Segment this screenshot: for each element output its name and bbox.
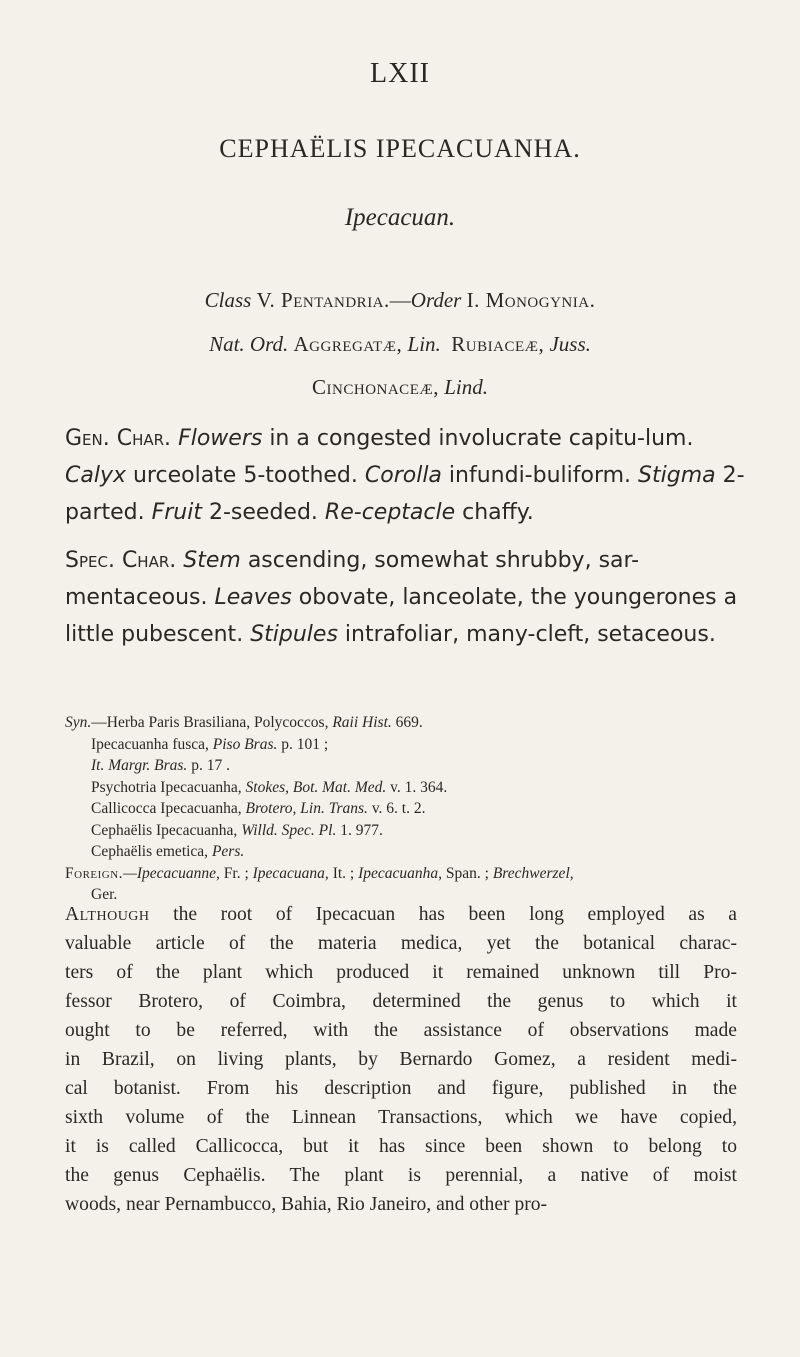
generic-character xyxy=(65,420,745,531)
nat-order-3: Cinchonaceæ, xyxy=(312,375,439,399)
body-line xyxy=(65,1103,737,1132)
body-line xyxy=(65,958,737,987)
gen-char-label: Gen. Char. xyxy=(65,426,172,451)
foreign-word: —Ipecacuanne, xyxy=(123,864,220,882)
body-line-text: woods, near Pernambucco, Bahia, Rio Janeiro, and other pro- xyxy=(65,1194,548,1215)
body-line-text: ters of the plant which produced it remained unknown till Pro- xyxy=(65,962,737,983)
body-line-text: ought to be referred, with the assistance of observations made xyxy=(65,1020,737,1041)
synonym-row xyxy=(65,734,745,756)
nat-order-2: Rubiaceæ, xyxy=(451,332,545,356)
spec-char-text: ones a little pubescent. xyxy=(65,585,738,647)
foreign-last-lang: Ger. xyxy=(91,886,118,903)
synonym-name: Cephaëlis Ipecacuanha, xyxy=(91,821,242,839)
body-line-text: the root of Ipecacuan has been long employed as a xyxy=(149,904,737,925)
body-line xyxy=(65,1190,737,1219)
body-line xyxy=(65,1132,737,1161)
synonym-reference: Willd. Spec. Pl. xyxy=(241,821,341,839)
body-line-text: the genus Cephaëlis. The plant is perennial, a native of moist xyxy=(65,1165,737,1186)
synonym-row xyxy=(65,712,745,734)
gen-char-term: Corolla xyxy=(364,463,442,488)
gen-char-term: Fruit xyxy=(151,500,202,525)
nat-author-1: Lin. xyxy=(407,332,441,356)
synonym-citation: 669. xyxy=(395,714,423,731)
spec-char-term: Stem xyxy=(183,548,241,573)
synonym-citation: p. 101 ; xyxy=(281,735,329,753)
classification-class-line xyxy=(0,288,800,313)
synonyms-block xyxy=(65,712,745,906)
gen-char-text: chaffy. xyxy=(455,500,534,525)
class-value: V. Pentandria. xyxy=(256,288,390,312)
natural-order-line-2 xyxy=(0,375,800,400)
body-line xyxy=(65,1045,737,1074)
synonym-name: —Herba Paris Brasiliana, Polycoccos, xyxy=(91,714,333,731)
foreign-label: Foreign. xyxy=(65,864,124,882)
synonym-citation: v. 6. t. 2. xyxy=(371,800,426,817)
synonym-reference: Brotero, Lin. Trans. xyxy=(245,800,372,817)
body-line xyxy=(65,929,737,958)
synonym-name: Cephaëlis emetica, xyxy=(91,843,212,860)
foreign-word: Brechwerzel, xyxy=(488,864,574,882)
synonym-citation: p. 17 . xyxy=(191,757,230,774)
body-line-text: in Brazil, on living plants, by Bernardo Gomez, a resident medi- xyxy=(65,1049,737,1070)
order-label: Order xyxy=(410,288,462,312)
synonym-reference: Raii Hist. xyxy=(332,714,396,731)
synonym-citation: v. 1. 364. xyxy=(390,778,448,796)
body-line-text: sixth volume of the Linnean Transactions, which we have copied, xyxy=(65,1107,737,1128)
body-line xyxy=(65,1016,737,1045)
synonym-row xyxy=(65,777,745,799)
nat-author-2: Juss. xyxy=(549,332,591,356)
synonym-name: Callicocca Ipecacuanha, xyxy=(91,800,246,817)
syn-label: Syn. xyxy=(65,714,92,731)
synonym-reference: Pers. xyxy=(211,843,245,860)
spec-char-text: cleft, setaceous. xyxy=(535,622,716,647)
body-line xyxy=(65,1074,737,1103)
nat-order-1: Aggregatæ, xyxy=(293,332,403,356)
nat-ord-label: Nat. Ord. xyxy=(209,332,289,356)
foreign-language: Fr. ; xyxy=(219,864,249,882)
natural-order-line xyxy=(0,332,800,357)
spec-char-label: Spec. Char. xyxy=(65,548,177,573)
synonym-citation: 1. 977. xyxy=(340,821,383,839)
spec-char-text: intrafoliar, many- xyxy=(337,622,536,647)
spec-char-term: Leaves xyxy=(214,585,292,610)
gen-char-term: Calyx xyxy=(65,463,126,488)
synonym-row xyxy=(65,820,745,842)
body-line-text: valuable article of the materia medica, yet the botanical charac- xyxy=(65,933,737,954)
drop-word: Although xyxy=(65,904,150,925)
gen-char-term: Stigma xyxy=(638,463,716,488)
spec-char-term: Stipules xyxy=(250,622,338,647)
synonym-row xyxy=(65,755,745,777)
synonym-name: Psychotria Ipecacuanha, xyxy=(91,778,246,796)
gen-char-term: Re- xyxy=(324,500,362,525)
class-dash: — xyxy=(389,288,411,312)
gen-char-text: lum. xyxy=(644,426,694,451)
common-name: Ipecacuan. xyxy=(344,204,456,231)
body-line-text: cal botanist. From his description and figure, published in the xyxy=(65,1078,737,1099)
synonym-row xyxy=(65,841,745,863)
body-line-text: it is called Callicocca, but it has since been shown to belong to xyxy=(65,1136,737,1157)
gen-char-text: in a congested involucrate capitu- xyxy=(262,426,645,451)
foreign-word: Ipecacuana, xyxy=(248,864,329,882)
body-line xyxy=(65,900,737,929)
gen-char-text: infundi- xyxy=(441,463,533,488)
body-line xyxy=(65,987,737,1016)
synonym-reference: It. Margr. Bras. xyxy=(91,757,192,774)
body-line-text: fessor Brotero, of Coimbra, determined the genus to which it xyxy=(65,991,737,1012)
gen-char-text: buliform. xyxy=(532,463,639,488)
foreign-language: It. ; xyxy=(328,864,355,882)
foreign-names xyxy=(65,863,745,885)
page-title: CEPHAËLIS IPECACUANHA. xyxy=(219,134,581,163)
spec-char-text: obovate, lanceolate, the younger xyxy=(291,585,665,610)
order-value: I. Monogynia. xyxy=(466,288,596,312)
foreign-word: Ipecacuanha, xyxy=(354,864,443,882)
foreign-language: Span. ; xyxy=(442,864,489,882)
gen-char-term: ceptacle xyxy=(361,500,456,525)
synonym-row xyxy=(65,798,745,820)
gen-char-text: urceolate 5-toothed. xyxy=(126,463,365,488)
spec-char-text: ascending, somewhat shrubby, sar- xyxy=(240,548,640,573)
synonym-name: Ipecacuanha fusca, xyxy=(91,735,213,753)
class-label: Class xyxy=(204,288,252,312)
gen-char-term: Flowers xyxy=(178,426,263,451)
plate-number: LXII xyxy=(370,58,430,89)
gen-char-text: 2-parted. xyxy=(65,463,745,525)
spec-char-text: mentaceous. xyxy=(65,585,215,610)
synonym-reference: Piso Bras. xyxy=(212,735,282,753)
nat-author-3: Lind. xyxy=(444,375,488,399)
body-line xyxy=(65,1161,737,1190)
synonym-reference: Stokes, Bot. Mat. Med. xyxy=(245,778,391,796)
body-paragraph xyxy=(65,900,737,1219)
gen-char-text: 2-seeded. xyxy=(202,500,325,525)
specific-character xyxy=(65,542,745,653)
